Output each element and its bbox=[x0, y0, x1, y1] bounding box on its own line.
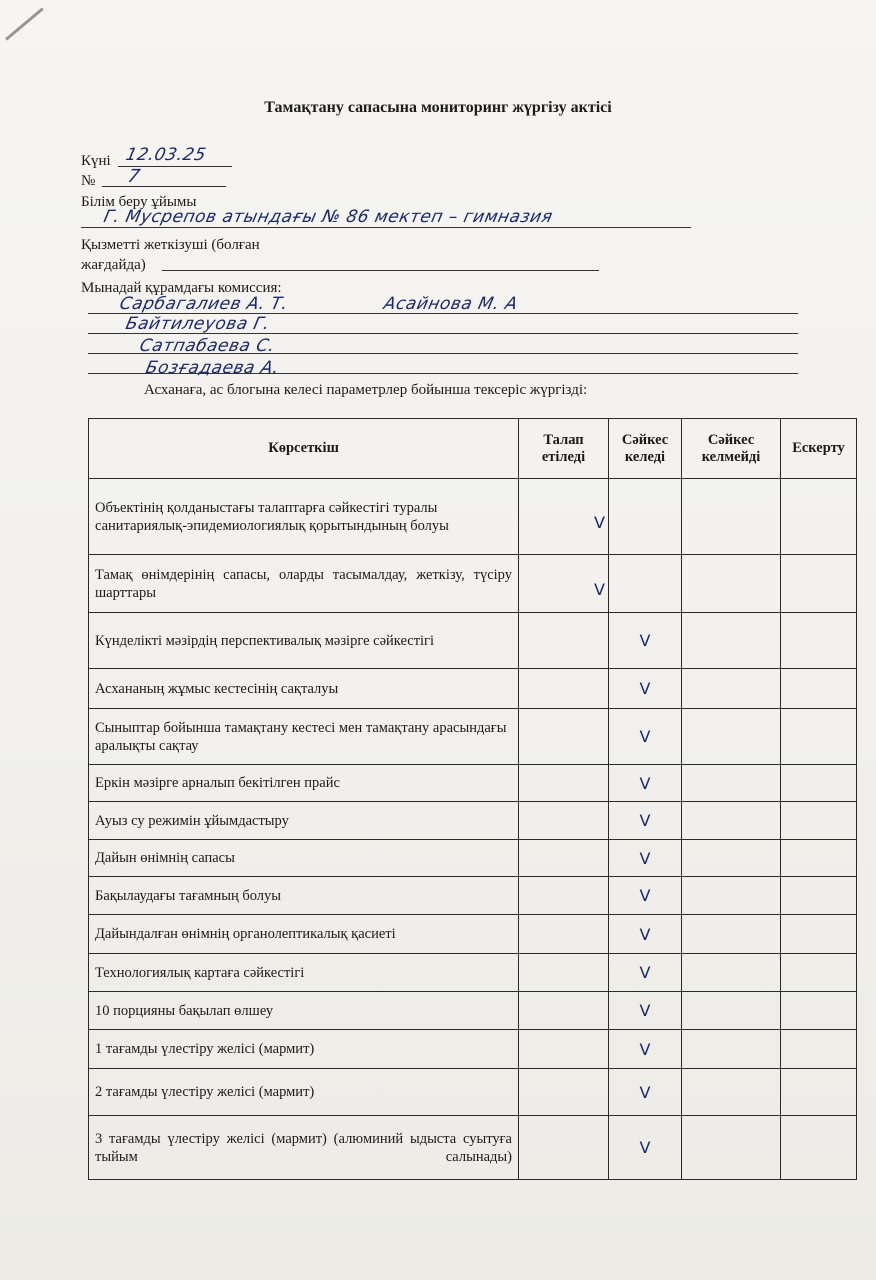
date-value: 12.03.25 bbox=[123, 145, 208, 165]
check-mark: V bbox=[639, 811, 651, 830]
table-row bbox=[89, 877, 857, 915]
not-conforms-cell bbox=[682, 802, 781, 840]
note-cell bbox=[781, 479, 857, 555]
table-header-row bbox=[89, 419, 857, 479]
check-mark: V bbox=[639, 924, 651, 944]
required-cell bbox=[519, 992, 609, 1030]
org-label: Білім беру ұйымы bbox=[81, 194, 197, 210]
indicator-cell: 10 порцияны бақылап өлшеу bbox=[89, 992, 519, 1030]
conforms-cell bbox=[609, 765, 682, 802]
header-required: Талап етіледі bbox=[519, 419, 609, 479]
indicator-cell: Ауыз су режимін ұйымдастыру bbox=[89, 802, 519, 840]
not-conforms-cell bbox=[682, 954, 781, 992]
commission-member-1: Сарбагалиев А. Т. bbox=[117, 294, 290, 314]
not-conforms-cell bbox=[682, 915, 781, 954]
commission-member-3: Байтилеуова Г. bbox=[123, 314, 272, 334]
table-row bbox=[89, 555, 857, 613]
conforms-cell bbox=[609, 1030, 682, 1069]
header-conforms: Сәйкес келеді bbox=[609, 419, 682, 479]
table-row bbox=[89, 992, 857, 1030]
table-row bbox=[89, 709, 857, 765]
required-cell bbox=[519, 669, 609, 709]
indicator-cell: Еркін мәзірге арналып бекітілген прайс bbox=[89, 765, 519, 802]
commission-member-4: Сатпабаева С. bbox=[137, 336, 277, 356]
table-row bbox=[89, 1030, 857, 1069]
not-conforms-cell bbox=[682, 613, 781, 669]
not-conforms-cell bbox=[682, 765, 781, 802]
required-cell bbox=[519, 709, 609, 765]
not-conforms-cell bbox=[682, 992, 781, 1030]
check-mark: V bbox=[594, 580, 605, 599]
check-mark: V bbox=[639, 679, 651, 698]
number-label: № bbox=[81, 173, 96, 189]
required-cell bbox=[519, 1069, 609, 1116]
indicator-cell: Технологиялық картаға сәйкестігі bbox=[89, 954, 519, 992]
required-cell bbox=[519, 840, 609, 877]
header-not-conforms: Сәйкес келмейді bbox=[682, 419, 781, 479]
table-row bbox=[89, 802, 857, 840]
not-conforms-cell bbox=[682, 479, 781, 555]
inspection-intro: Асханаға, ас блогына келесі параметрлер бойынша тексеріс жүргізді: bbox=[144, 382, 588, 398]
table-row bbox=[89, 479, 857, 555]
table-row bbox=[89, 613, 857, 669]
required-cell bbox=[519, 1030, 609, 1069]
check-mark: V bbox=[639, 886, 651, 905]
indicator-cell: Күнделікті мәзірдің перспективалық мәзірге сәйкестігі bbox=[89, 613, 519, 669]
pencil-mark bbox=[5, 7, 44, 40]
conforms-cell bbox=[609, 840, 682, 877]
not-conforms-cell bbox=[682, 709, 781, 765]
required-cell bbox=[519, 802, 609, 840]
table-row bbox=[89, 954, 857, 992]
not-conforms-cell bbox=[682, 669, 781, 709]
table-row bbox=[89, 1069, 857, 1116]
table-row bbox=[89, 1116, 857, 1180]
conforms-cell bbox=[609, 555, 682, 613]
conforms-cell bbox=[609, 992, 682, 1030]
document-title: Тамақтану сапасына мониторинг жүргізу актісі bbox=[264, 99, 612, 116]
note-cell bbox=[781, 765, 857, 802]
indicator-cell: Объектінің қолданыстағы талаптарға сәйкестігі туралы санитариялық-эпидемиологиялық қорытындының болуы bbox=[89, 479, 519, 555]
check-mark: V bbox=[639, 848, 651, 868]
not-conforms-cell bbox=[682, 1030, 781, 1069]
required-cell bbox=[519, 765, 609, 802]
not-conforms-cell bbox=[682, 877, 781, 915]
supplier-label-2: жағдайда) bbox=[81, 257, 146, 273]
required-cell bbox=[519, 915, 609, 954]
indicator-cell: 1 тағамды үлестіру желісі (мармит) bbox=[89, 1030, 519, 1069]
check-mark: V bbox=[639, 631, 651, 650]
check-mark: V bbox=[639, 1138, 651, 1157]
note-cell bbox=[781, 613, 857, 669]
indicator-cell: Асхананың жұмыс кестесінің сақталуы bbox=[89, 669, 519, 709]
supplier-label-1: Қызметті жеткізуші (болған bbox=[81, 237, 260, 253]
table-row bbox=[89, 840, 857, 877]
conforms-cell bbox=[609, 1116, 682, 1180]
conforms-cell bbox=[609, 877, 682, 915]
indicator-cell: Бақылаудағы тағамның болуы bbox=[89, 877, 519, 915]
conforms-cell bbox=[609, 669, 682, 709]
not-conforms-cell bbox=[682, 1116, 781, 1180]
org-underline bbox=[81, 227, 691, 228]
check-mark: V bbox=[639, 727, 651, 746]
table-row bbox=[89, 915, 857, 954]
header-indicator: Көрсеткіш bbox=[89, 419, 519, 479]
note-cell bbox=[781, 915, 857, 954]
check-mark: V bbox=[639, 963, 651, 982]
check-mark: V bbox=[639, 773, 651, 793]
commission-member-5: Бозғадаева А. bbox=[143, 358, 282, 378]
note-cell bbox=[781, 1069, 857, 1116]
required-cell bbox=[519, 1116, 609, 1180]
inspection-table bbox=[88, 418, 857, 1180]
number-value: 7 bbox=[125, 166, 143, 187]
note-cell bbox=[781, 992, 857, 1030]
note-cell bbox=[781, 877, 857, 915]
conforms-cell bbox=[609, 479, 682, 555]
conforms-cell bbox=[609, 613, 682, 669]
supplier-underline bbox=[162, 270, 599, 271]
indicator-cell: Дайын өнімнің сапасы bbox=[89, 840, 519, 877]
table-row bbox=[89, 765, 857, 802]
note-cell bbox=[781, 1030, 857, 1069]
date-label: Күні bbox=[81, 153, 111, 169]
note-cell bbox=[781, 669, 857, 709]
check-mark: V bbox=[594, 513, 605, 532]
table-row bbox=[89, 669, 857, 709]
indicator-cell: 3 тағамды үлестіру желісі (мармит) (алюминий ыдыста суытуға тыйым салынады) bbox=[89, 1116, 519, 1180]
required-cell bbox=[519, 613, 609, 669]
indicator-cell: Дайындалған өнімнің органолептикалық қасиеті bbox=[89, 915, 519, 954]
note-cell bbox=[781, 954, 857, 992]
indicator-cell: Тамақ өнімдерінің сапасы, оларды тасымалдау, жеткізу, түсіру шарттары bbox=[89, 555, 519, 613]
commission-member-2: Асайнова М. А bbox=[381, 294, 520, 314]
conforms-cell bbox=[609, 802, 682, 840]
conforms-cell bbox=[609, 709, 682, 765]
number-underline bbox=[102, 186, 226, 187]
commission-label: Мынадай құрамдағы комиссия: bbox=[81, 280, 282, 296]
indicator-cell: Сыныптар бойынша тамақтану кестесі мен тамақтану арасындағы аралықты сақтау bbox=[89, 709, 519, 765]
note-cell bbox=[781, 1116, 857, 1180]
not-conforms-cell bbox=[682, 555, 781, 613]
note-cell bbox=[781, 555, 857, 613]
note-cell bbox=[781, 840, 857, 877]
required-cell bbox=[519, 555, 609, 613]
org-value: Г. Мусрепов атындағы № 86 мектеп – гимназия bbox=[101, 207, 555, 227]
conforms-cell bbox=[609, 915, 682, 954]
header-note: Ескерту bbox=[781, 419, 857, 479]
note-cell bbox=[781, 709, 857, 765]
check-mark: V bbox=[639, 1039, 651, 1059]
not-conforms-cell bbox=[682, 1069, 781, 1116]
check-mark: V bbox=[639, 1082, 651, 1102]
not-conforms-cell bbox=[682, 840, 781, 877]
check-mark: V bbox=[639, 1001, 651, 1020]
required-cell bbox=[519, 479, 609, 555]
required-cell bbox=[519, 954, 609, 992]
note-cell bbox=[781, 802, 857, 840]
indicator-cell: 2 тағамды үлестіру желісі (мармит) bbox=[89, 1069, 519, 1116]
conforms-cell bbox=[609, 1069, 682, 1116]
required-cell bbox=[519, 877, 609, 915]
conforms-cell bbox=[609, 954, 682, 992]
